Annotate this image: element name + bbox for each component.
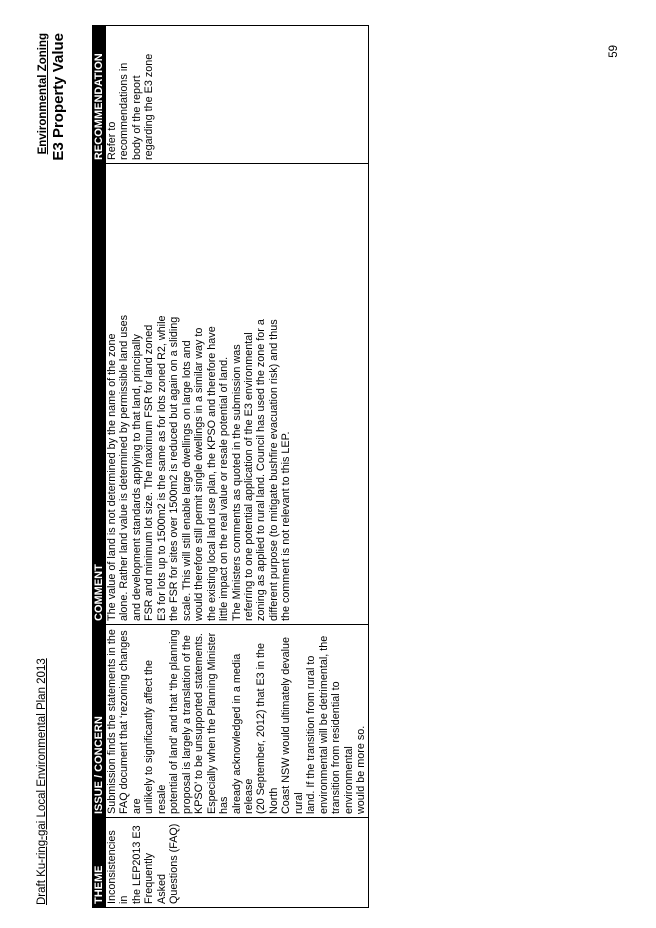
submissions-table <box>92 25 369 908</box>
table-row <box>106 26 369 908</box>
issue-text: Submission finds the statements in the FAQ document that ‘rezoning changes are unlikely to significantly affect the resale potential of land’ and that ‘the planning proposal is largely a translation of the KPSO’ to be unsupported statements. Especially when the Planning Minister has already acknowledged in a media release (20 September, 2012) that E3 in the North Coast NSW would ultimately devalue rural land. If the transition from rural to environmental will be detrimental, the transition from residential to environmental would be more so. <box>106 629 368 814</box>
issue-cell <box>106 625 369 818</box>
comment-text: The value of land is not determined by the name of the zone alone. Rather land value is determined by permissible land uses and development standards applying to that land, principally FSR and minimum lot size. The maximum FSR for land zoned E3 for lots up to 1500m2 is the same as for lots zoned R2, while the FSR for sites over 1500m2 is reduced but again on a sliding scale. This will still enable large dwellings on large lots and would therefore still permit single dwellings in a similar way to the existing local land use plan, the KPSO and therefore have little impact on the real value or resale potential of land. The Ministers comments as quoted in the submission was referring to one potential application of the E3 environmental zoning as applied to rural land. Council has used the zone for a different purpose (to mitigate bushfire evacuation risk) and thus the comment is not relevant to this LEP. <box>106 314 293 621</box>
page-title: E3 Property Value <box>50 33 67 161</box>
recommendation-text: Refer to recommendations in body of the report regarding the E3 zone <box>106 53 156 160</box>
page-number: 59 <box>608 45 620 58</box>
column-header-theme: THEME <box>93 818 106 908</box>
column-header-comment: COMMENT <box>93 164 106 625</box>
section-heading-block <box>36 33 68 161</box>
theme-cell <box>106 818 369 908</box>
theme-text: Inconsistencies in the LEP2013 E3 Frequently Asked Questions (FAQ) <box>106 823 181 904</box>
column-header-recommendation: RECOMMENDATION <box>93 26 106 164</box>
document-title: Draft Ku-ring-gai Local Environmental Plan 2013 <box>36 658 48 905</box>
recommendation-cell <box>106 26 369 164</box>
section-label: Environmental Zoning <box>37 33 49 155</box>
column-header-issue: ISSUE / CONCERN <box>93 625 106 818</box>
comment-cell <box>106 164 369 625</box>
table-header-row <box>93 26 106 908</box>
